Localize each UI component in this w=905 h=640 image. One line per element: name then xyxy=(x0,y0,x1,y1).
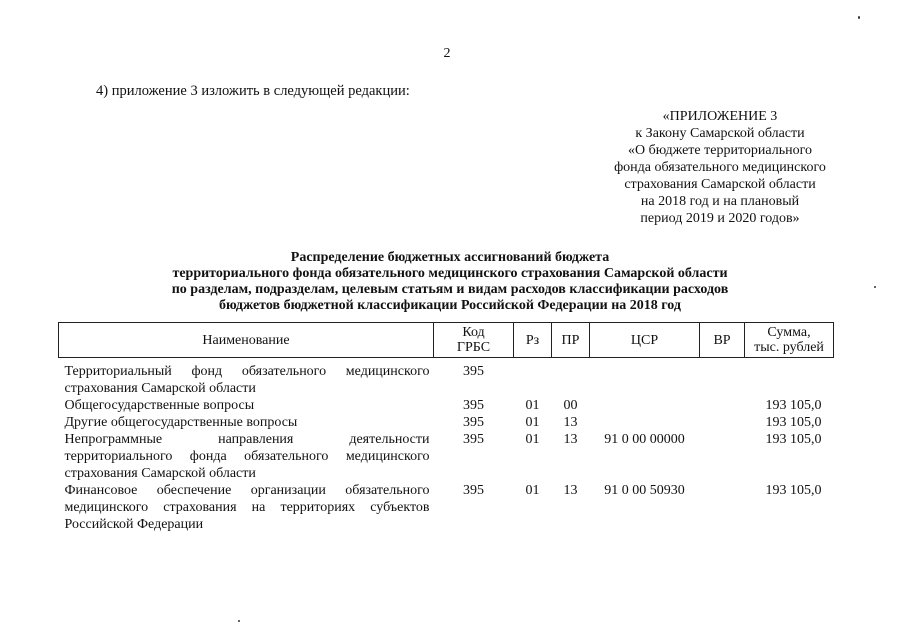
table-row xyxy=(59,431,834,482)
intro-paragraph: 4) приложение 3 изложить в следующей редакции: xyxy=(96,83,410,99)
cell-pr: 00 xyxy=(563,398,578,413)
appendix-line: к Закону Самарской области xyxy=(635,126,805,141)
cell-pr xyxy=(552,358,590,398)
header-csr: ЦСР xyxy=(590,323,700,358)
cell-rz: 01 xyxy=(525,398,540,413)
header-sum-line2: тыс. рублей xyxy=(754,340,824,355)
cell-csr xyxy=(590,358,700,398)
budget-table xyxy=(58,322,834,533)
cell-pr: 13 xyxy=(563,483,578,498)
scan-speck xyxy=(874,286,876,288)
header-grbs-line2: ГРБС xyxy=(456,340,491,355)
cell-sum: 193 105,0 xyxy=(765,432,822,447)
cell-grbs: 395 xyxy=(463,483,484,498)
title-line: по разделам, подразделам, целевым статьям и видам расходов классификации расходов xyxy=(171,282,729,297)
header-sum-line1: Сумма, xyxy=(767,325,811,340)
cell-name: Непрограммные направления деятельности территориального фонда обязательного медицинского страхования Самарской области xyxy=(64,432,430,481)
cell-rz xyxy=(514,358,552,398)
cell-grbs: 395 xyxy=(463,432,484,447)
cell-csr xyxy=(590,414,700,431)
cell-name: Общегосударственные вопросы xyxy=(64,398,255,413)
title-line: территориального фонда обязательного медицинского страхования Самарской области xyxy=(172,266,728,281)
header-rz: Рз xyxy=(514,323,552,358)
cell-name: Территориальный фонд обязательного медицинского страхования Самарской области xyxy=(64,364,430,396)
scan-speck xyxy=(238,620,240,622)
cell-sum xyxy=(745,358,834,398)
title-line: Распределение бюджетных ассигнований бюджета xyxy=(290,250,610,265)
cell-name: Другие общегосударственные вопросы xyxy=(64,415,298,430)
table-header-row xyxy=(59,323,834,358)
header-grbs xyxy=(434,323,514,358)
cell-rz: 01 xyxy=(525,483,540,498)
cell-rz: 01 xyxy=(525,432,540,447)
cell-vr xyxy=(700,358,745,398)
table-row xyxy=(59,414,834,431)
cell-grbs: 395 xyxy=(463,364,484,379)
header-grbs-line1: Код xyxy=(462,325,485,340)
appendix-line: фонда обязательного медицинского xyxy=(614,160,826,175)
scan-speck xyxy=(858,16,860,19)
header-sum xyxy=(745,323,834,358)
header-vr: ВР xyxy=(700,323,745,358)
table-row xyxy=(59,358,834,398)
table-title xyxy=(40,250,860,314)
cell-pr: 13 xyxy=(563,415,578,430)
cell-vr xyxy=(700,482,745,533)
cell-pr: 13 xyxy=(563,432,578,447)
appendix-line: «О бюджете территориального xyxy=(628,143,812,158)
appendix-line: «ПРИЛОЖЕНИЕ 3 xyxy=(662,109,778,124)
page-number: 2 xyxy=(443,46,451,61)
appendix-line: страхования Самарской области xyxy=(624,177,816,192)
header-pr: ПР xyxy=(552,323,590,358)
cell-vr xyxy=(700,431,745,482)
cell-csr xyxy=(590,397,700,414)
cell-sum: 193 105,0 xyxy=(765,483,822,498)
header-name: Наименование xyxy=(59,323,434,358)
cell-sum: 193 105,0 xyxy=(765,398,822,413)
title-line: бюджетов бюджетной классификации Российской Федерации на 2018 год xyxy=(219,298,681,313)
cell-grbs: 395 xyxy=(463,415,484,430)
cell-grbs: 395 xyxy=(463,398,484,413)
cell-sum: 193 105,0 xyxy=(765,415,822,430)
table-row xyxy=(59,397,834,414)
cell-vr xyxy=(700,397,745,414)
cell-rz: 01 xyxy=(525,415,540,430)
appendix-heading xyxy=(560,108,880,227)
appendix-line: период 2019 и 2020 годов» xyxy=(640,211,800,226)
cell-vr xyxy=(700,414,745,431)
cell-csr: 91 0 00 50930 xyxy=(604,483,685,498)
appendix-line: на 2018 год и на плановый xyxy=(640,194,800,209)
table-row xyxy=(59,482,834,533)
cell-name: Финансовое обеспечение организации обязательного медицинского страхования на территориях субъектов Российской Федерации xyxy=(64,483,430,532)
cell-csr: 91 0 00 00000 xyxy=(604,432,685,447)
